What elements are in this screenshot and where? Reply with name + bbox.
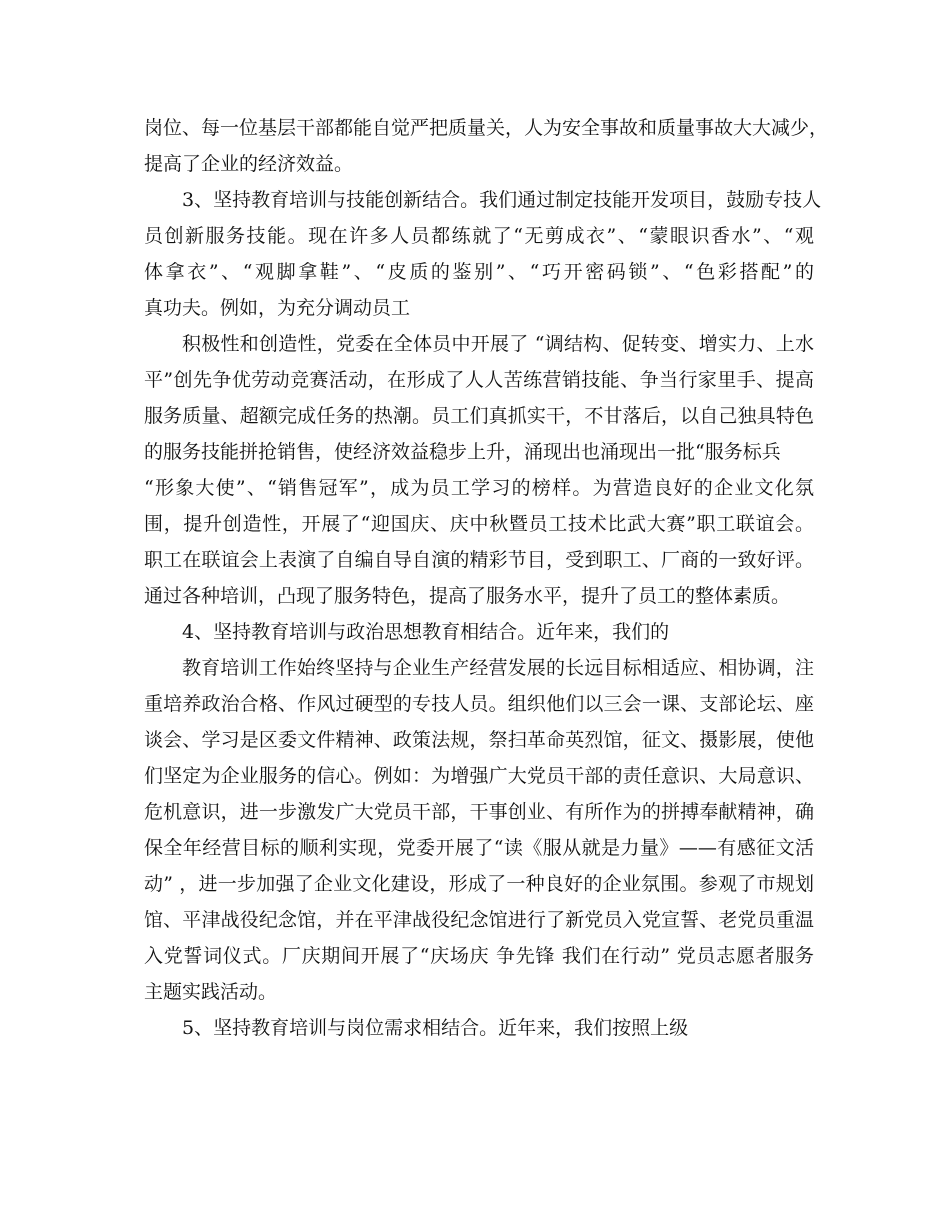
paragraph-3-start: 3、坚持教育培训与技能创新结合。我们通过制定技能开发项目，鼓励专技人 — [182, 189, 822, 211]
text-line: 体拿衣”、“观脚拿鞋”、“皮质的鉴别”、“巧开密码锁”、“色彩搭配”的 — [144, 261, 814, 283]
paragraph-4-start: 4、坚持教育培训与政治思想教育相结合。近年来，我们的 — [182, 621, 670, 643]
text-line: 的服务技能拼抢销售，使经济效益稳步上升，涌现出也涌现出一批“服务标兵 — [144, 441, 781, 463]
text-line: 岗位、每一位基层干部都能自觉严把质量关，人为安全事故和质量事故大大减少， — [144, 117, 829, 139]
text-line: 谈会、学习是区委文件精神、政策法规，祭扫革命英烈馆，征文、摄影展，使他 — [144, 729, 814, 751]
paragraph-5-start: 5、坚持教育培训与岗位需求相结合。近年来，我们按照上级 — [182, 1017, 689, 1039]
text-line: 职工在联谊会上表演了自编自导自演的精彩节目，受到职工、厂商的一致好评。 — [144, 549, 814, 571]
text-line: 主题实践活动。 — [144, 981, 278, 1003]
paragraph-start: 积极性和创造性，党委在全体员中开展了 “调结构、促转变、增实力、上水 — [182, 333, 814, 355]
document-body — [144, 110, 829, 1046]
text-line: 入党誓词仪式。厂庆期间开展了“庆场庆 争先锋 我们在行动” 党员志愿者服务 — [144, 945, 814, 967]
text-line: 动” ，进一步加强了企业文化建设，形成了一种良好的企业氛围。参观了市规划 — [144, 873, 814, 895]
text-line: 平”创先争优劳动竞赛活动，在形成了人人苦练营销技能、争当行家里手、提高 — [144, 369, 814, 391]
text-line: 提高了企业的经济效益。 — [144, 153, 354, 175]
text-line: 真功夫。例如，为充分调动员工 — [144, 297, 411, 319]
text-line: 们坚定为企业服务的信心。例如：为增强广大党员干部的责任意识、大局意识、 — [144, 765, 814, 787]
text-line: 重培养政治合格、作风过硬型的专技人员。组织他们以三会一课、支部论坛、座 — [144, 693, 814, 715]
text-line: “形象大使”、“销售冠军”，成为员工学习的榜样。为营造良好的企业文化氛 — [144, 477, 814, 499]
text-line: 围，提升创造性，开展了“迎国庆、庆中秋暨员工技术比武大赛”职工联谊会。 — [144, 513, 814, 535]
text-line: 通过各种培训，凸现了服务特色，提高了服务水平，提升了员工的整体素质。 — [144, 585, 791, 607]
text-line: 保全年经营目标的顺利实现，党委开展了“读《服从就是力量》——有感征文活 — [144, 837, 814, 859]
text-line: 馆、平津战役纪念馆，并在平津战役纪念馆进行了新党员入党宣誓、老党员重温 — [144, 909, 814, 931]
paragraph-start: 教育培训工作始终坚持与企业生产经营发展的长远目标相适应、相协调，注 — [182, 657, 814, 679]
text-line: 员创新服务技能。现在许多人员都练就了“无剪成衣”、“蒙眼识香水”、“观 — [144, 225, 814, 247]
text-line: 危机意识，进一步激发广大党员干部，干事创业、有所作为的拼搏奉献精神，确 — [144, 801, 814, 823]
text-line: 服务质量、超额完成任务的热潮。员工们真抓实干，不甘落后，以自己独具特色 — [144, 405, 814, 427]
